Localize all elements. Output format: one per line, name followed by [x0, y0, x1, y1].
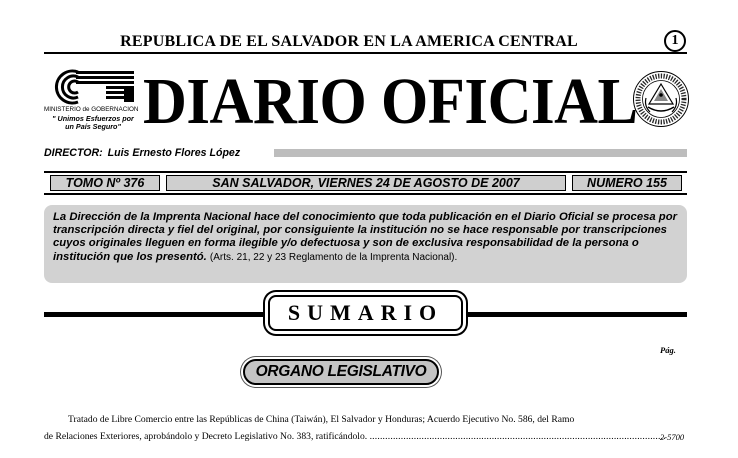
section-heading-organo-legislativo: ORGANO LEGISLATIVO [243, 359, 439, 385]
issue-date: SAN SALVADOR, VIERNES 24 DE AGOSTO DE 2007 [166, 175, 566, 191]
issue-tomo: TOMO Nº 376 [50, 175, 160, 191]
slogan-line-2: un País Seguro" [65, 122, 121, 131]
director-credit [44, 147, 240, 159]
entry-leader-dots: .................................................................................................................. [369, 430, 666, 442]
director-rule [274, 149, 687, 157]
country-heading: REPUBLICA DE EL SALVADOR EN LA AMERICA CENTRAL [120, 33, 578, 50]
ministry-slogan [44, 115, 142, 131]
masthead-title: DIARIO OFICIAL [143, 65, 638, 138]
entry-page: 2-5700 [660, 431, 685, 442]
ministry-name: MINISTERIO de GOBERNACION [44, 106, 139, 113]
ministry-emblem-icon [44, 69, 136, 105]
director-label: DIRECTOR: [44, 147, 103, 159]
entry-line-2-text: de Relaciones Exteriores, aprobándolo y Decreto Legislativo No. 383, ratificándolo. [44, 430, 368, 442]
notice-text: La Dirección de la Imprenta Nacional hace del conocimiento que toda publicación en el Diario Oficial se procesa por transcripción directa y fiel del original, por consiguiente la institución no se hace responsable por transcripciones cuyos originales lleguen en forma ilegible y/o defectuosa y son de exclusiva responsabilidad de la persona o institución que los presentó. [53, 211, 678, 263]
notice-box [44, 205, 687, 283]
notice-references: (Arts. 21, 22 y 23 Reglamento de la Imprenta Nacional). [209, 251, 458, 263]
entry-line-2 [44, 429, 687, 446]
list-item [44, 412, 687, 445]
sumario-title: SUMARIO [268, 295, 463, 331]
coat-of-arms-seal-icon [632, 70, 690, 128]
page-column-label: Pág. [660, 345, 676, 355]
entry-line-1: Tratado de Libre Comercio entre las Repúblicas de China (Taiwán), El Salvador y Honduras; Acuerdo Ejecutivo No. 586, del Ramo [68, 414, 575, 425]
header-rule [44, 30, 687, 54]
director-name: Luis Ernesto Flores López [107, 147, 241, 159]
issue-number: NUMERO 155 [572, 175, 682, 191]
ministry-logo [44, 69, 142, 133]
director-row [44, 147, 687, 161]
sumario-banner [44, 292, 687, 334]
page-number-badge: 1 [664, 30, 686, 52]
issue-info-bar [44, 171, 687, 195]
slogan-line-1: " Unimos Esfuerzos por [52, 114, 134, 123]
